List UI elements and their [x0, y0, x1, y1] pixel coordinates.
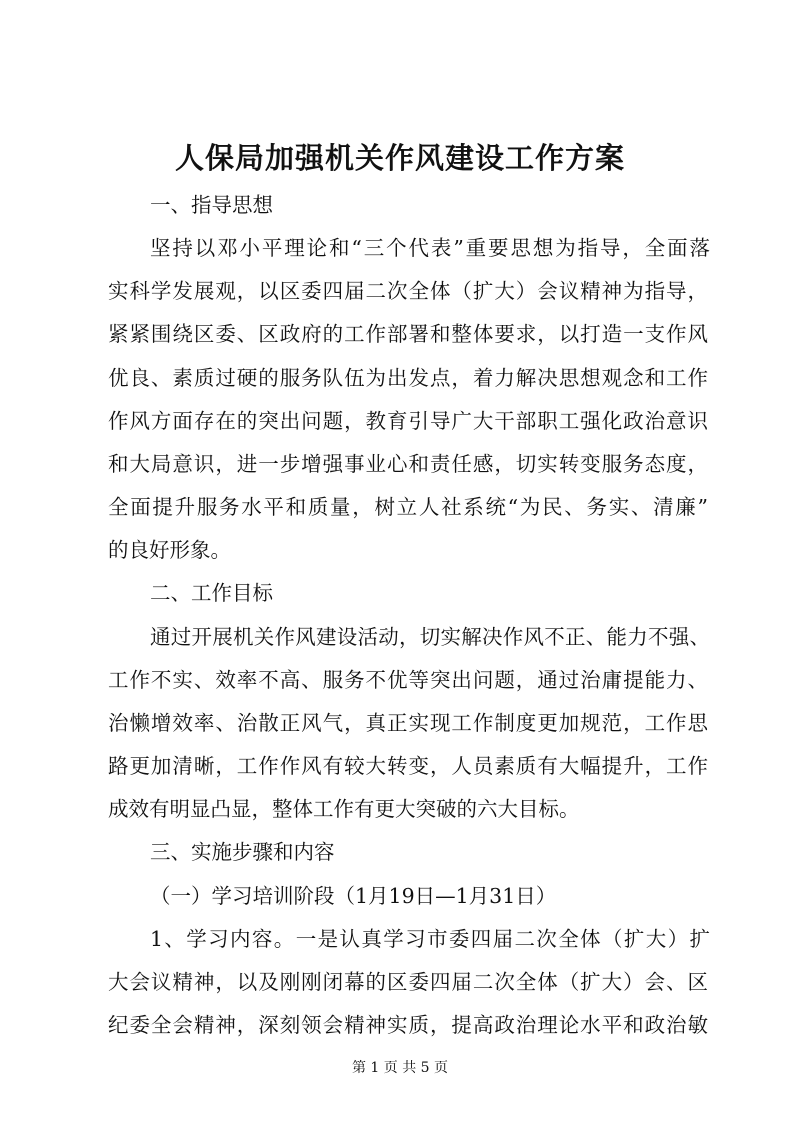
paragraph-line: 纪委全会精神，深刻领会精神实质，提高政治理论水平和政治敏 [108, 1013, 708, 1037]
section-heading: 二、工作目标 [150, 581, 273, 605]
paragraph-line: 大会议精神，以及刚刚闭幕的区委四届二次全体（扩大）会、区 [108, 970, 708, 994]
paragraph-line: 坚持以邓小平理论和“三个代表”重要思想为指导，全面落 [150, 236, 710, 260]
paragraph-line: 作风方面存在的突出问题，教育引导广大干部职工强化政治意识 [108, 409, 708, 433]
paragraph-line: 和大局意识，进一步增强事业心和责任感，切实转变服务态度， [108, 452, 708, 476]
paragraph-line: 成效有明显凸显，整体工作有更大突破的六大目标。 [108, 797, 580, 821]
paragraph-line: 通过开展机关作风建设活动，切实解决作风不正、能力不强、 [150, 625, 710, 649]
paragraph-line: 治懒增效率、治散正风气，真正实现工作制度更加规范，工作思 [108, 711, 708, 735]
paragraph-line: 实科学发展观，以区委四届二次全体（扩大）会议精神为指导， [108, 279, 708, 303]
page-number: 第 1 页 共 5 页 [351, 1060, 449, 1076]
paragraph-line: 工作不实、效率不高、服务不优等突出问题，通过治庸提能力、 [108, 668, 708, 692]
paragraph-line: 路更加清晰，工作作风有较大转变，人员素质有大幅提升，工作 [108, 754, 708, 778]
document-title: 人保局加强机关作风建设工作方案 [174, 141, 625, 175]
paragraph-line: 的良好形象。 [108, 538, 231, 562]
paragraph-line: 紧紧围绕区委、区政府的工作部署和整体要求，以打造一支作风 [108, 322, 708, 346]
paragraph-line: 1、学习内容。一是认真学习市委四届二次全体（扩大）扩 [150, 927, 710, 951]
paragraph-line: 优良、素质过硬的服务队伍为出发点，着力解决思想观念和工作 [108, 366, 708, 390]
paragraph-line: 全面提升服务水平和质量，树立人社系统“为民、务实、清廉” [108, 495, 708, 519]
section-heading: 三、实施步骤和内容 [150, 840, 335, 864]
section-heading: 一、指导思想 [150, 193, 273, 217]
subsection-heading: （一）学习培训阶段（1月19日—1月31日） [150, 884, 557, 908]
